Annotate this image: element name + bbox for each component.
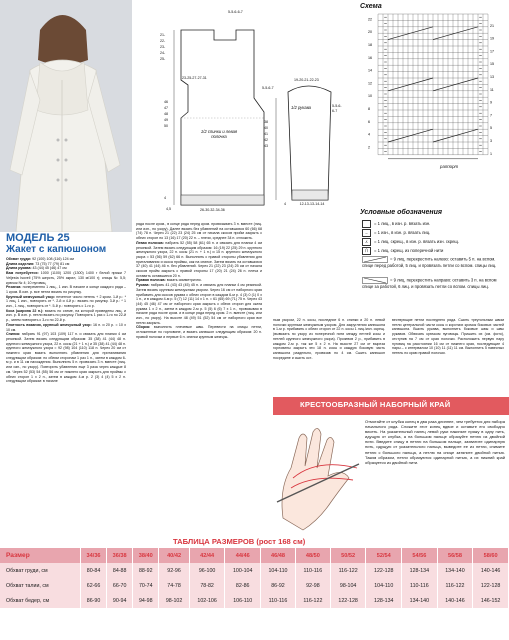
table-cell: 86-92 [261,578,296,593]
legend-item-knit: = 1 лиц., в изн. р. вязать изн. [362,220,430,228]
table-cell: 82-86 [225,578,261,593]
table-cell: 122-128 [366,563,402,578]
chart-row-number: 1 [490,151,492,156]
back-front-label: 1/2 спинки и левая полочка [200,129,238,139]
table-cell: 110-116 [295,563,330,578]
model-name: Жакет с капюшоном [6,244,107,255]
height-label-5: 25- [160,57,166,61]
size-table-title: ТАБЛИЦА РАЗМЕРОВ (рост 168 см) [173,537,306,546]
repeat-label: раппорт [440,164,459,169]
chart-row-number: 5 [490,126,492,131]
legend-item-purl: – = 1 изн., в изн. р. вязать лиц. [362,229,430,237]
table-cell: 134-140 [437,563,473,578]
table-cell: 104-110 [366,578,402,593]
chart-row-number: 11 [490,87,494,92]
instruction-paragraph: Длина рукава: 43 (44) 45 (46) 47 см [6,266,67,271]
shoulder-label: 23-25-27-27-31 [182,76,207,80]
sleeve-bottom-label: 12-13-13-14-14 [299,202,325,206]
chart-row-number: 4 [368,132,370,137]
sleeve-top-label: 19-20-21-22-23 [294,78,319,82]
table-cell: 80-84 [81,563,107,578]
table-cell: 98-104 [330,578,366,593]
table-cell: 66-70 [107,578,133,593]
sleeve-num-5: 43 [264,144,268,148]
chart-row-number: 18 [368,43,372,47]
instruction-paragraph: Левая полочка: набрать 52 (55) 58 (61) 65 п. и связать для планки 4 см резинкой. Затем вязать следующим образом: 16 (19) 22 (25) 29 п. крупного жемчужного узора, 22 п. косы (21 п. + 1 п.) и 15 п. крупного жемчужного узора = 53 (56) 59 (62) 66 п. Выполнить с правой стороны убавления для приталивания и скоса проймы, как на спинке. Затем вязать на оставшихся 37 (40) 41 (44) 46 п. без убавлений. Через 21 (22) 23 (24) 25 см от начала скосов пройм закрыть с правой стороны 17 (20) 21 (24) 26 п. плеча и оставить оставшиеся 20 п. [136,240,262,278]
table-cell: 100-104 [225,563,261,578]
bottom-back-label: 26-30-32-34-36 [200,208,225,212]
legend-symbol: – [362,229,371,237]
table-cell: 134-140 [402,593,438,608]
height-label-9: 49 [164,118,168,122]
chart-row-number: 19 [490,36,494,41]
instruction-paragraph: Обхват груди: 92 (100) 108 (116) 124 см [6,257,74,261]
size-table-header [0,548,509,563]
size-table-header-cell: 48/50 [295,548,330,563]
pattern-svg [136,0,358,220]
table-cell: 102-106 [189,593,225,608]
height-label-4: 24- [160,51,166,55]
table-cell: 122-128 [473,578,509,593]
size-table-header-cell: 46/48 [261,548,296,563]
chart-row-number: 2 [368,145,370,150]
sleeve-bottom-left-label: 4 [284,202,286,206]
legend-item-increase: Ⴖ = 1 лиц. скрещ. из поперечной нити [362,247,443,255]
instruction-paragraph: Сборка: выполнить плечевые швы. Перевести на спицы петли, отложенные по горловине, и вязать капюшон следующим образом: 20 п. правой полочки и первые 6 п. спинки крупным жемчуж- [136,325,262,339]
instruction-paragraph: Плотность вязания, крупный жемчужный узор: 16 п. и 20 р. = 10 х 10 см. [6,322,126,332]
size-table-header-cell: 50/52 [330,548,366,563]
chart-row-number: 22 [368,17,372,22]
size-table-header-cell: 42/44 [189,548,225,563]
hand-icon [273,418,361,536]
cable-right-icon [362,277,388,284]
table-cell: 86-90 [81,593,107,608]
legend-title: Условные обозначения [360,209,443,216]
sleeve-num-4: 42 [264,138,268,142]
table-cell: 140-146 [437,593,473,608]
table-cell: 92-98 [295,578,330,593]
instruction-paragraph: ным узором, 22 п. косы, последние 6 п. спинки и 20 п. левой полочки крупным жемчужным узором. Для закругления капюшона в 1-м р. прибавить с обеих сторон от 22 п. косы 1 лиц./изн. скрещ. (вывязать по узору из поперечной нити между петлей косы и петлей крупного жемчужного узора). Прозевов 2 р., прибавить в каждом 2-м р. так же 5 х 2 п. На высоте 27 см от выреза горловины закрыть эти 18 п. косы и каждую боковую часть капюшона раздельно, провязав по 4 см. Сшить капюшон посредине и сшить ост- [273,318,385,360]
instruction-paragraph: Вам потребуется: 1000 (1100) 1200 (1300) 1400 г белой пряжи 7 Veljesta Isoveli (75% шерсть, 25% акрил, 130 м/100 г); спицы № 5,5; крючок № 4; 10 пуговиц. [6,271,126,285]
table-cell: 122-128 [330,593,366,608]
table-cell: 70-74 [133,578,159,593]
size-table-header-cell: Размер [0,548,81,563]
size-table [0,548,509,608]
hand-illustration [273,418,361,536]
chart-row-number: 15 [490,62,494,67]
table-cell: 116-122 [330,563,366,578]
table-cell: 78-82 [189,578,225,593]
chart-row-number: 8 [368,107,370,111]
table-cell: 84-88 [107,563,133,578]
table-row [0,563,509,578]
table-cell: 90-94 [107,593,133,608]
table-cell: 98-102 [159,593,189,608]
height-label-11: 4 [164,196,166,200]
table-cell: 96-100 [189,563,225,578]
sleeve-num-3: 41 [264,132,268,136]
legend-item-twisted: ʎ = 1 лиц. скрещ., в изн. р. вязать изн. скрещ. [362,238,459,246]
table-cell: Обхват талии, см [0,578,81,593]
model-photo [0,0,132,232]
table-cell: 146-152 [473,593,509,608]
chart-row-number: 16 [368,55,372,60]
table-cell: 92-96 [159,563,189,578]
sleeve-side-label: 5-5-6-6-7 [332,104,342,113]
chart-row-number: 13 [490,75,494,79]
instruction-paragraph: Длина изделия: 73 (75) 77 (79) 81 см [6,261,70,266]
size-table-header-cell: 58/60 [473,548,509,563]
table-cell: 116-122 [437,578,473,593]
chart-row-number: 20 [368,30,372,35]
table-cell: 106-110 [225,593,261,608]
size-table-header-cell: 40/42 [159,548,189,563]
height-label-6: 46 [164,100,168,104]
table-cell: 128-134 [366,593,402,608]
chart-row-number: 10 [368,94,372,99]
instruction-paragraph: ряда после кром., в конце ряда перед кром. провязывать 3 п. вместе (лиц. или изн., по узору). Далее вязать без убавлений на оставшихся 60 (66) 68 (74) 78 п. Через 21 (22) 23 (24) 25 см от начала скосов пройм закрыть с обеих сторон по 13 (16) 17 (20) 22 п. – плечи, среднее 34 п. отложить. [136,222,262,241]
instruction-paragraph: Крупный жемчужный узор: нечетное число петель + 2 кром. 1-й р.: * 1 лиц, 1 изн., повторять от *. 2-й и 4-й р.: вязать по рисунку. 3-й р.: * 1 изн., 1 лиц., повторять от *. 5-й р.: повторять с 1-го р. [6,294,126,309]
sleeve-num-2: 40 [264,126,268,130]
chart-row-number: 6 [368,119,370,124]
instruction-paragraph: Рукава: набрать 41 (43) 43 (45) 45 п. и связать для планки 4 см резинкой. Затем вязать крупным жемчужным узором. Через 16 см от наборного края прибавить для скосов рукава с обеих сторон в каждом 6-м р. 4 (3) 0 (1) 0 x 1 п., и в каждом 4-м р. 5 (7) 12 (11) 14 x 1 п. = 61 (65) 69 (71) 75 п. Через 43 (44) 45 (46) 47 см от наборного края закрыть с обеих сторон для оката рукава 1 х 2 п., затем в каждом 2-м р. 5 (5) 6 (6) 7 х 1 п., провязывая в начале ряда после кром. и в конце ряда перед кром. 2 п. вместе (лиц. или изн., по узору). На высоте 48 (49) 51 (52) 54 см от наборного края все петли закрыть. [136,283,262,325]
knitting-chart [368,12,498,162]
neck-label: 5-5-6-6-7 [228,10,243,14]
legend-item-cable-right: = 9 лиц. перекрестить направо: оставить 3 п. на вспом спице за работой, 6 лиц. и провязать петли со вспом. спицы лиц. [362,277,497,289]
size-table-header-cell: 44/46 [225,548,261,563]
bottom-back-left-label: 4,5 [166,207,171,211]
pattern-diagram [136,0,358,220]
cable-left-icon [362,256,388,263]
table-cell: 128-134 [402,563,438,578]
table-cell: 140-146 [473,563,509,578]
chart-row-number: 3 [490,139,492,143]
height-label-10: 50 [164,124,168,128]
table-cell: Обхват бедер, см [0,593,81,608]
instructions-column-4 [392,318,504,394]
table-row [0,593,509,608]
table-cell: 110-116 [261,593,296,608]
model-photo-illustration [0,0,132,232]
table-cell: 104-110 [261,563,296,578]
legend-symbol: Ⴖ [362,247,371,255]
instruction-paragraph: Резинка: попеременно 1 лиц., 1 изн. В начале и конце каждого ряда – 1 кром. В изн. р. все петли вязать по рисунку. [6,285,126,294]
instructions-column-3 [273,318,385,394]
chart-row-number: 12 [368,81,372,86]
sleeve-cap-label: 5-5-6-7 [262,86,274,90]
schema-title: Схема [360,3,382,10]
instructions-column-2 [136,222,262,535]
chart-row-number: 14 [368,68,372,73]
table-cell: 74-78 [159,578,189,593]
model-number: МОДЕЛЬ 25 [6,232,70,244]
knitting-chart-grid [368,12,498,162]
table-cell: 110-116 [402,578,438,593]
chart-row-number: 21 [490,23,494,28]
height-label-7: 47 [164,106,168,110]
instruction-paragraph: вествующие петли последнего ряда. Сшить треугольным швом петли центральной части косы и коротких кромок боковых частей капюшона. Вшить рукава, выполнить боковые швы и швы рукавов. Обвязать крючком пуговицы. Пришить их (см. фото), отступив на 7 см от края полочки. Расположить первую пару пуговиц на расстоянии 16 см от нижнего края, последующие 4 пары – с интервалом 10 (10) 11 (11) 11 см. Выполнить 5 навесных петель по краю правой полочки. [392,318,504,355]
size-table-header-cell: 54/56 [402,548,438,563]
instruction-paragraph: Коса (ширина 22 п.): вязать по схеме, на которой приведены лиц. и изн. р. В изн. р. петли вязать по рисунку. Повторять 1 раз с 1-го по 22-й р., затем повторять с 3-го по 22-й р. [6,308,126,323]
instruction-paragraph: Правая полочка: вязать симметрично. [136,278,202,283]
table-cell: 62-66 [81,578,107,593]
size-table-header-cell: 38/40 [133,548,159,563]
legend-item-cable-left: = 9 лиц. перекрестить налево: оставить 5 п. на вспом. спице перед работой, 5 лиц. и провязать петли со вспом. спицы лиц. [362,256,497,268]
sleeve-num-1: 38 [264,120,268,124]
table-cell: Обхват груди, см [0,563,81,578]
chart-row-number: 17 [490,49,494,54]
height-label-2: 22- [160,39,166,43]
height-label-3: 23- [160,45,166,49]
size-table-header-cell: 34/36 [81,548,107,563]
height-label-1: 21- [160,33,166,37]
instruction-paragraph: Спинка: набрать 91 (97) 103 (109) 117 п. и связать для планки 4 см резинкой. Затем вязать следующим образом: 35 (38) 41 (44) 48 п. крупного жемчужного узора, 22 п. косы (21 + 1 п.) и 35 (38) 41 (44) 48 п. крупного жемчужного узора = 92 (98) 104 (110) 118 п. Через 20 см от нижнего края вязать выполнять убавления для приталивания следующим образом: по обеим сторонам 1 раз 1 п., затем в каждом 6-м р. и в 11 см нахождения. Выполнить 5 п. провязать 3 п. вместе (лиц. или изн., по узору). Повторить убавления еще 3 раза через каждые 8 см. Через 52 (53) 54 (55) 56 см от нижнего края закрыть для проймы с обеих сторон 1 х 2 п., затем в каждом 4-м р. 2 (3) 4 (4) 5 х 2 п. следующим образом: в начале [6,332,126,384]
chart-row-number: 9 [490,100,492,105]
chart-row-number: 7 [490,113,492,118]
instructions-column-1 [6,257,126,535]
legend-symbol: ʎ [362,238,371,246]
legend-symbol [362,220,371,228]
size-table-header-cell: 56/58 [437,548,473,563]
size-table-header-cell: 52/54 [366,548,402,563]
size-table-header-cell: 36/38 [107,548,133,563]
table-cell: 116-122 [295,593,330,608]
table-cell: 88-92 [133,563,159,578]
cast-on-title: КРЕСТООБРАЗНЫЙ НАБОРНЫЙ КРАЙ [300,400,451,409]
height-label-8: 48 [164,112,168,116]
table-cell: 94-98 [133,593,159,608]
cast-on-text: Отмотайте от клубка конец в два раза длиннее, чем требуется для набора начального ряда. Сложите этот конец вдвое и оставьте его свободно висеть. На указательный палец левой руки накиньте пряжу в одну нить, идущую от клубка, а на большом пальце образуйте петлю из двойной нити. Введите спицу в петлю на большом пальце, захватите одинарную нить, идущую от указательного пальца, выведите ее из петли, снимите петлю с большого пальца, а петлю на спице затяните двойной нитью. Таким образом, петли образуются одинарной нитью, а их нижний край образуется из двойной нити. [365,419,505,465]
table-row [0,578,509,593]
sleeve-label: 1/2 рукава [291,105,311,110]
